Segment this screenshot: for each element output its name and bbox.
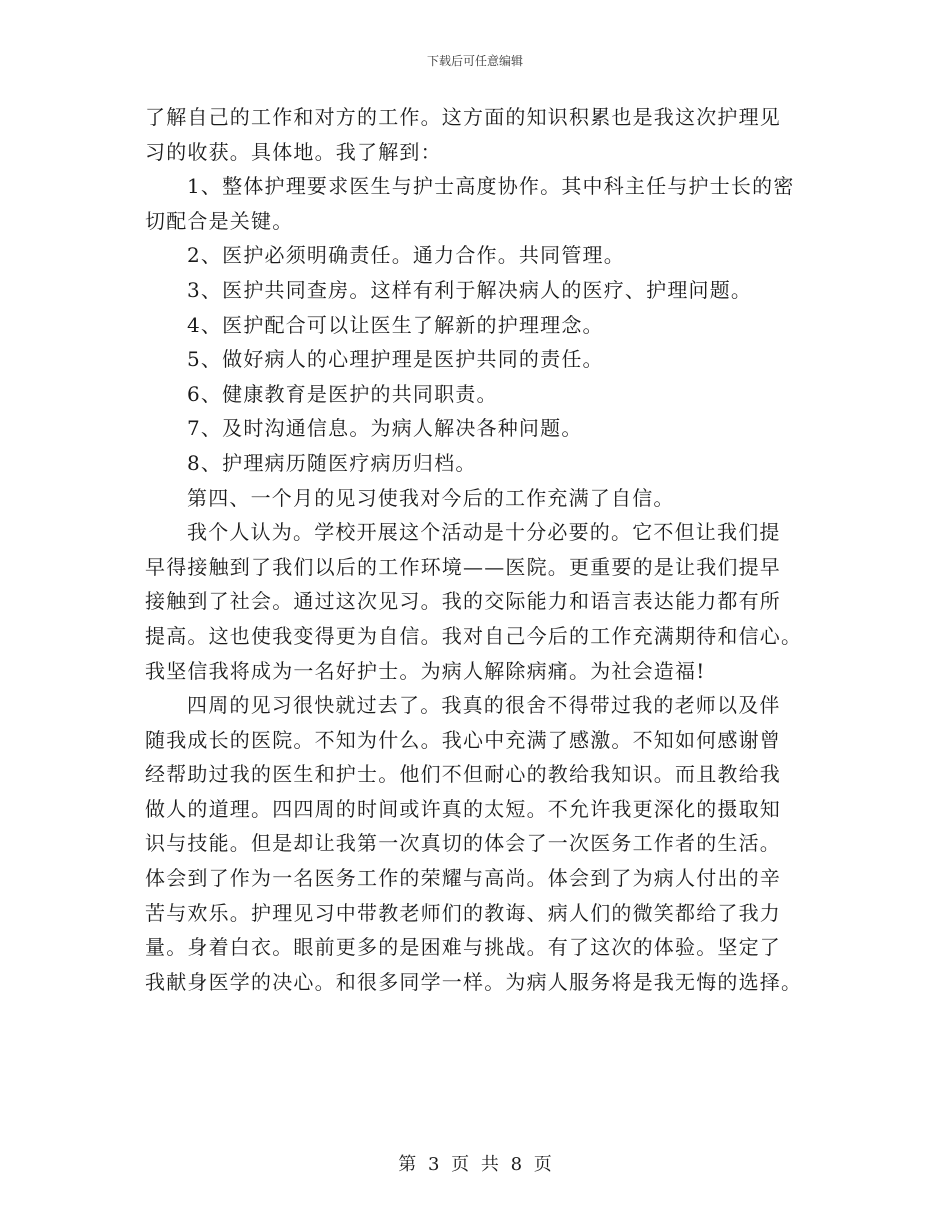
text-line: 四周的见习很快就过去了。我真的很舍不得带过我的老师以及伴 [187, 693, 781, 718]
text-line: 我坚信我将成为一名好护士。为病人解除病痛。为社会造福! [145, 658, 706, 683]
text-line: 3、医护共同查房。这样有利于解决病人的医疗、护理问题。 [187, 277, 753, 302]
text-line: 我个人认为。学校开展这个活动是十分必要的。它不但让我们提 [187, 520, 781, 545]
text-line: 随我成长的医院。不知为什么。我心中充满了感激。不知如何感谢曾 [145, 727, 781, 752]
text-line: 体会到了作为一名医务工作的荣耀与高尚。体会到了为病人付出的辛 [145, 866, 781, 891]
text-line: 接触到了社会。通过这次见习。我的交际能力和语言表达能力都有所 [145, 589, 781, 614]
page-header: 下载后可任意编辑 [426, 54, 523, 68]
text-line: 第四、一个月的见习使我对今后的工作充满了自信。 [187, 485, 675, 510]
text-line: 8、护理病历随医疗病历归档。 [187, 450, 477, 475]
text-line: 习的收获。具体地。我了解到： [145, 139, 442, 164]
text-line: 7、及时沟通信息。为病人解决各种问题。 [187, 416, 583, 441]
text-line: 做人的道理。四四周的时间或许真的太短。不允许我更深化的摄取知 [145, 796, 781, 821]
text-line: 提高。这也使我变得更为自信。我对自己今后的工作充满期待和信心。 [145, 623, 803, 648]
text-line: 识与技能。但是却让我第一次真切的体会了一次医务工作者的生活。 [145, 831, 781, 856]
page-footer: 第 3 页 共 8 页 [398, 1154, 552, 1175]
document-body [145, 100, 810, 999]
text-line: 2、医护必须明确责任。通力合作。共同管理。 [187, 243, 625, 268]
text-line: 了解自己的工作和对方的工作。这方面的知识积累也是我这次护理见 [145, 105, 781, 129]
text-line: 1、整体护理要求医生与护士高度协作。其中科主任与护士长的密 [187, 174, 795, 199]
text-line: 5、做好病人的心理护理是医护共同的责任。 [187, 347, 604, 372]
text-line: 我献身医学的决心。和很多同学一样。为病人服务将是我无悔的选择。 [145, 969, 803, 994]
text-line: 4、医护配合可以让医生了解新的护理理念。 [187, 312, 604, 337]
text-line: 苦与欢乐。护理见习中带教老师们的教诲、病人们的微笑都给了我力 [145, 900, 781, 925]
text-line: 经帮助过我的医生和护士。他们不但耐心的教给我知识。而且教给我 [145, 762, 781, 787]
text-line: 量。身着白衣。眼前更多的是困难与挑战。有了这次的体验。坚定了 [145, 935, 781, 960]
text-line: 早得接触到了我们以后的工作环境——医院。更重要的是让我们提早 [145, 554, 781, 579]
text-line: 6、健康教育是医护的共同职责。 [187, 381, 498, 406]
text-line: 切配合是关键。 [145, 208, 294, 233]
